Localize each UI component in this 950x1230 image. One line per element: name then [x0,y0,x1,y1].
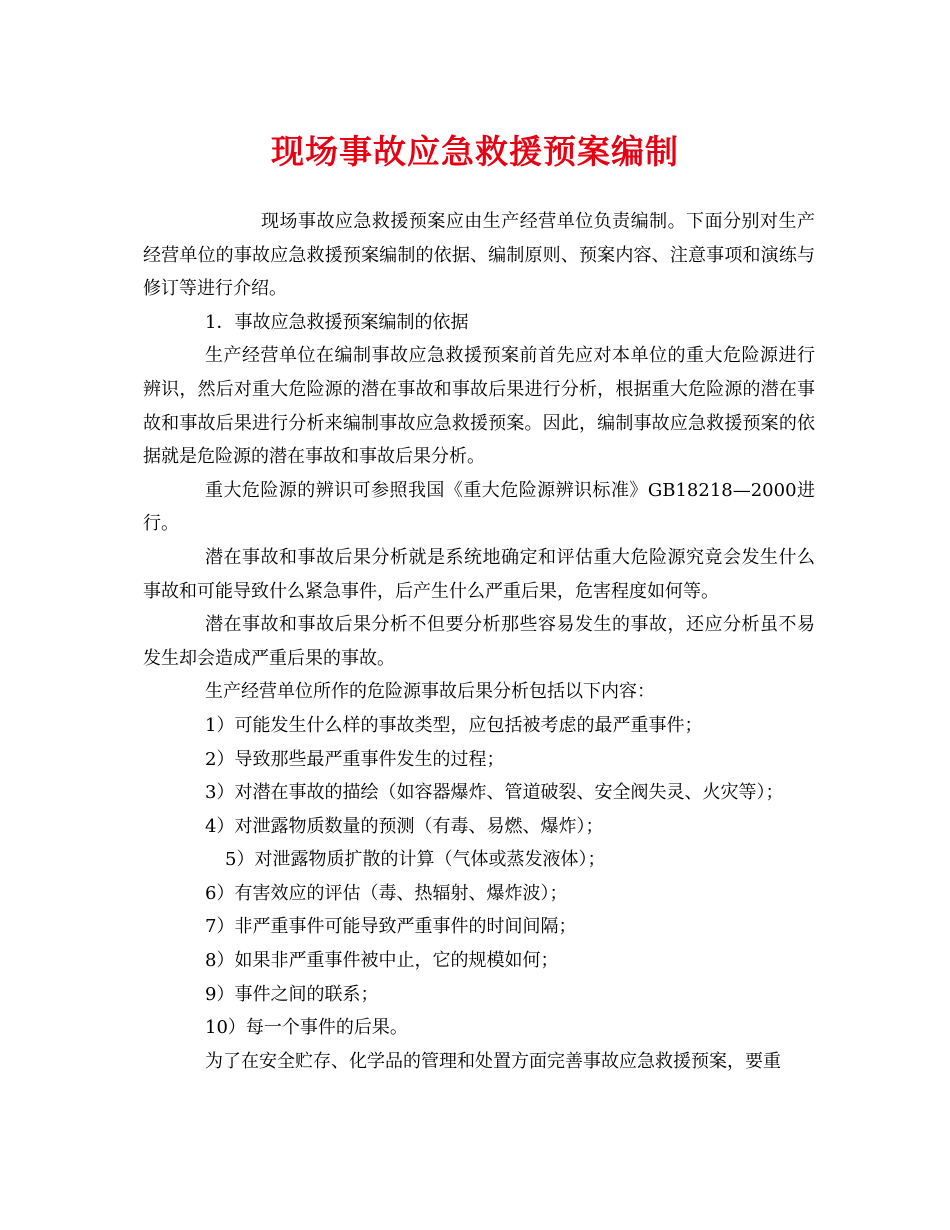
paragraph-identification: 重大危险源的辨识可参照我国《重大危险源辨识标准》GB18218—2000进行。 [143,479,815,535]
list-item: 3）对潜在事故的描绘（如容器爆炸、管道破裂、安全阀失灵、火灾等）； [205,782,784,804]
document-body [143,205,815,1078]
list-item: 8）如果非严重事件被中止，它的规模如何； [205,950,559,972]
list-item: 7）非严重事件可能导致严重事件的时间间隔； [205,916,577,938]
list-item: 1）可能发生什么样的事故类型，应包括被考虑的最严重事件； [205,714,703,736]
list-item: 4）对泄露物质数量的预测（有毒、易燃、爆炸）； [205,815,604,837]
intro-paragraph: 现场事故应急救援预案应由生产经营单位负责编制。下面分别对生产经营单位的事故应急救援预案编制的依据、编制原则、预案内容、注意事项和演练与修订等进行介绍。 [143,211,815,300]
paragraph-analysis-scope: 潜在事故和事故后果分析不但要分析那些容易发生的事故，还应分析虽不易发生却会造成严重后果的事故。 [143,614,815,669]
document-title: 现场事故应急救援预案编制 [271,132,679,171]
paragraph-analysis-definition: 潜在事故和事故后果分析就是系统地确定和评估重大危险源究竟会发生什么事故和可能导致什么紧急事件，后产生什么严重后果，危害程度如何等。 [143,546,815,602]
section-heading: 1．事故应急救援预案编制的依据 [205,311,469,333]
list-item: 6）有害效应的评估（毒、热辐射、爆炸波）； [205,882,568,904]
list-item: 5）对泄露物质扩散的计算（气体或蒸发液体）； [225,849,606,871]
list-intro: 生产经营单位所作的危险源事故后果分析包括以下内容： [205,681,655,703]
paragraph-basis: 生产经营单位在编制事故应急救援预案前首先应对本单位的重大危险源进行辨识，然后对重大危险源的潜在事故和事故后果进行分析，根据重大危险源的潜在事故和事故后果进行分析来编制事故应急救援预案。因此，编制事故应急救援预案的依据就是危险源的潜在事故和事故后果分析。 [143,345,815,468]
list-item: 2）导致那些最严重事件发生的过程； [205,748,505,770]
list-item: 10）每一个事件的后果。 [205,1017,408,1039]
closing-paragraph: 为了在安全贮存、化学品的管理和处置方面完善事故应急救援预案，要重 [205,1050,781,1072]
list-item: 9）事件之间的联系； [205,983,379,1005]
